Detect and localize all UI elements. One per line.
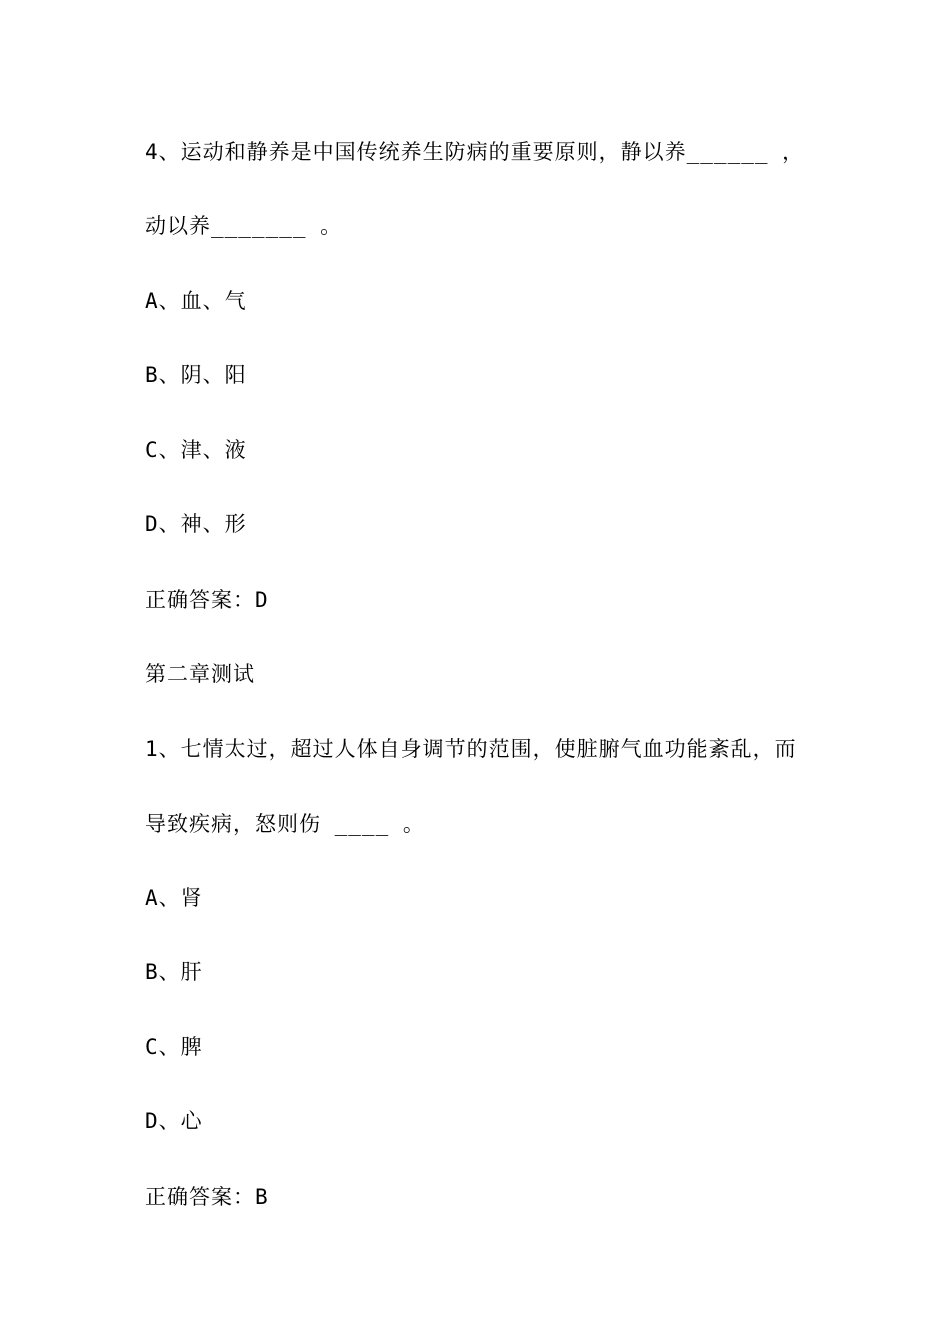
question-1-option-c: C、脾: [145, 1035, 203, 1059]
question-4-stem-line-2: 动以养_______ 。: [145, 214, 343, 238]
question-4-option-d: D、神、形: [145, 512, 247, 536]
question-1-option-a: A、肾: [145, 886, 203, 910]
question-4-option-c: C、津、液: [145, 438, 247, 462]
question-1-option-d: D、心: [145, 1109, 203, 1133]
question-4-stem-line-1: 4、运动和静养是中国传统养生防病的重要原则，静以养______ ，: [145, 140, 805, 164]
question-4-answer: 正确答案：D: [145, 588, 269, 612]
question-1-stem-line-2: 导致疾病，怒则伤 ____ 。: [145, 812, 425, 836]
question-4-option-b: B、阴、阳: [145, 363, 247, 387]
chapter-2-title: 第二章测试: [145, 662, 255, 686]
question-1-answer: 正确答案：B: [145, 1185, 269, 1209]
question-4-option-a: A、血、气: [145, 289, 247, 313]
question-1-option-b: B、肝: [145, 960, 203, 984]
question-1-stem-line-1: 1、七情太过，超过人体自身调节的范围，使脏腑气血功能紊乱，而: [145, 737, 797, 761]
